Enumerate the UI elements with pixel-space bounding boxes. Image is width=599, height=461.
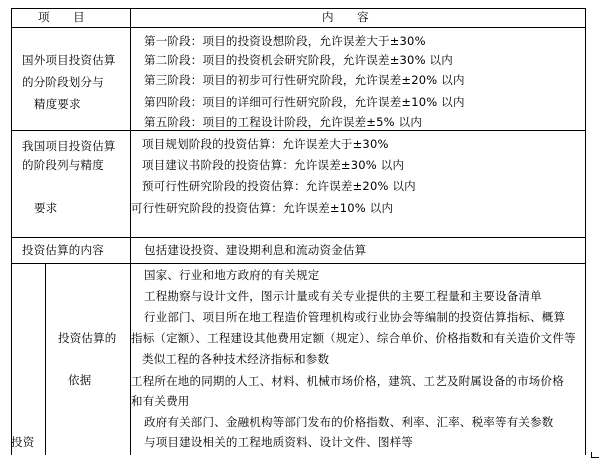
row-domestic-label: 要求 <box>34 201 58 215</box>
row-foreign-label: 精度要求 <box>34 97 81 111</box>
table-left-border <box>11 8 12 455</box>
row-basis-content-line: 行业部门、项目所在地工程造价管理机构或行业协会等编制的投资估算指标、概算 <box>144 310 566 324</box>
row-domestic-content-line: 项目规划阶段的投资估算：允许误差大于±30% <box>142 137 389 151</box>
row-domestic-content-line: 可行性研究阶段的投资估算：允许误差±10% 以内 <box>131 201 394 215</box>
row-divider <box>11 237 586 238</box>
row-divider <box>11 263 586 264</box>
row-basis-content-line: 指标（定额）、工程建设其他费用定额（规定）、综合单价、价格指数和有关造价文件等 <box>131 331 576 345</box>
row-content-text: 包括建设投资、建设期利息和流动资金估算 <box>144 243 367 257</box>
row-foreign-label: 国外项目投资估算 <box>22 53 116 67</box>
table-top-border <box>11 8 586 9</box>
row-basis-label: 投资估算的 <box>58 331 117 345</box>
row-domestic-content-line: 项目建议书阶段的投资估算：允许误差±30% 以内 <box>142 158 405 172</box>
row-basis-content-line: 工程所在地的同期的人工、材料、机械市场价格，建筑、工艺及附属设备的市场价格 <box>131 374 564 388</box>
row-basis-content-line: 工程勘察与设计文件，图示计量或有关专业提供的主要工程量和主要设备清单 <box>144 289 542 303</box>
row-basis-content-line: 和有关费用 <box>131 394 190 408</box>
row-divider <box>11 130 586 131</box>
row-foreign-content-line: 第二阶段：项目的投资机会研究阶段，允许误差±30% 以内 <box>144 53 453 67</box>
header-content-label: 内 容 <box>322 10 369 24</box>
row-basis-content-line: 类似工程的各种技术经济指标和参数 <box>142 352 330 366</box>
row-basis-label: 依据 <box>68 373 92 387</box>
table-right-border <box>585 8 586 455</box>
row-domestic-label: 的阶段列与精度 <box>22 158 104 172</box>
row-domestic-content-line: 预可行性研究阶段的投资估算：允许误差±20% 以内 <box>142 179 416 193</box>
row-foreign-content-line: 第一阶段：项目的投资设想阶段，允许误差大于±30% <box>144 34 426 48</box>
row-content-label: 投资估算的内容 <box>22 243 104 257</box>
row-domestic-label: 我国项目投资估算 <box>22 139 116 153</box>
row-foreign-content-line: 第四阶段：项目的详细可行性研究阶段，允许误差±10% 以内 <box>144 95 465 109</box>
row-basis-content-line: 与项目建设相关的工程地质资料、设计文件、图样等 <box>144 435 414 449</box>
row-basis-content-line: 政府有关部门、金融机构等部门发布的价格指数、利率、汇率、税率等有关参数 <box>144 415 554 429</box>
row-foreign-content-line: 第三阶段：项目的初步可行性研究阶段，允许误差±20% 以内 <box>144 73 465 87</box>
row-basis-content-line: 国家、行业和地方政府的有关规定 <box>144 268 320 282</box>
cell-end-marker-icon <box>591 452 599 458</box>
row-basis-outer-label: 投资 <box>11 435 35 449</box>
row-foreign-content-line: 第五阶段：项目的工程设计阶段，允许误差±5% 以内 <box>144 115 423 129</box>
row-foreign-label: 的分阶段划分与 <box>22 75 104 89</box>
header-item-label: 项 目 <box>38 10 85 24</box>
header-bottom-border <box>11 27 586 28</box>
sub-column-divider <box>45 263 46 455</box>
